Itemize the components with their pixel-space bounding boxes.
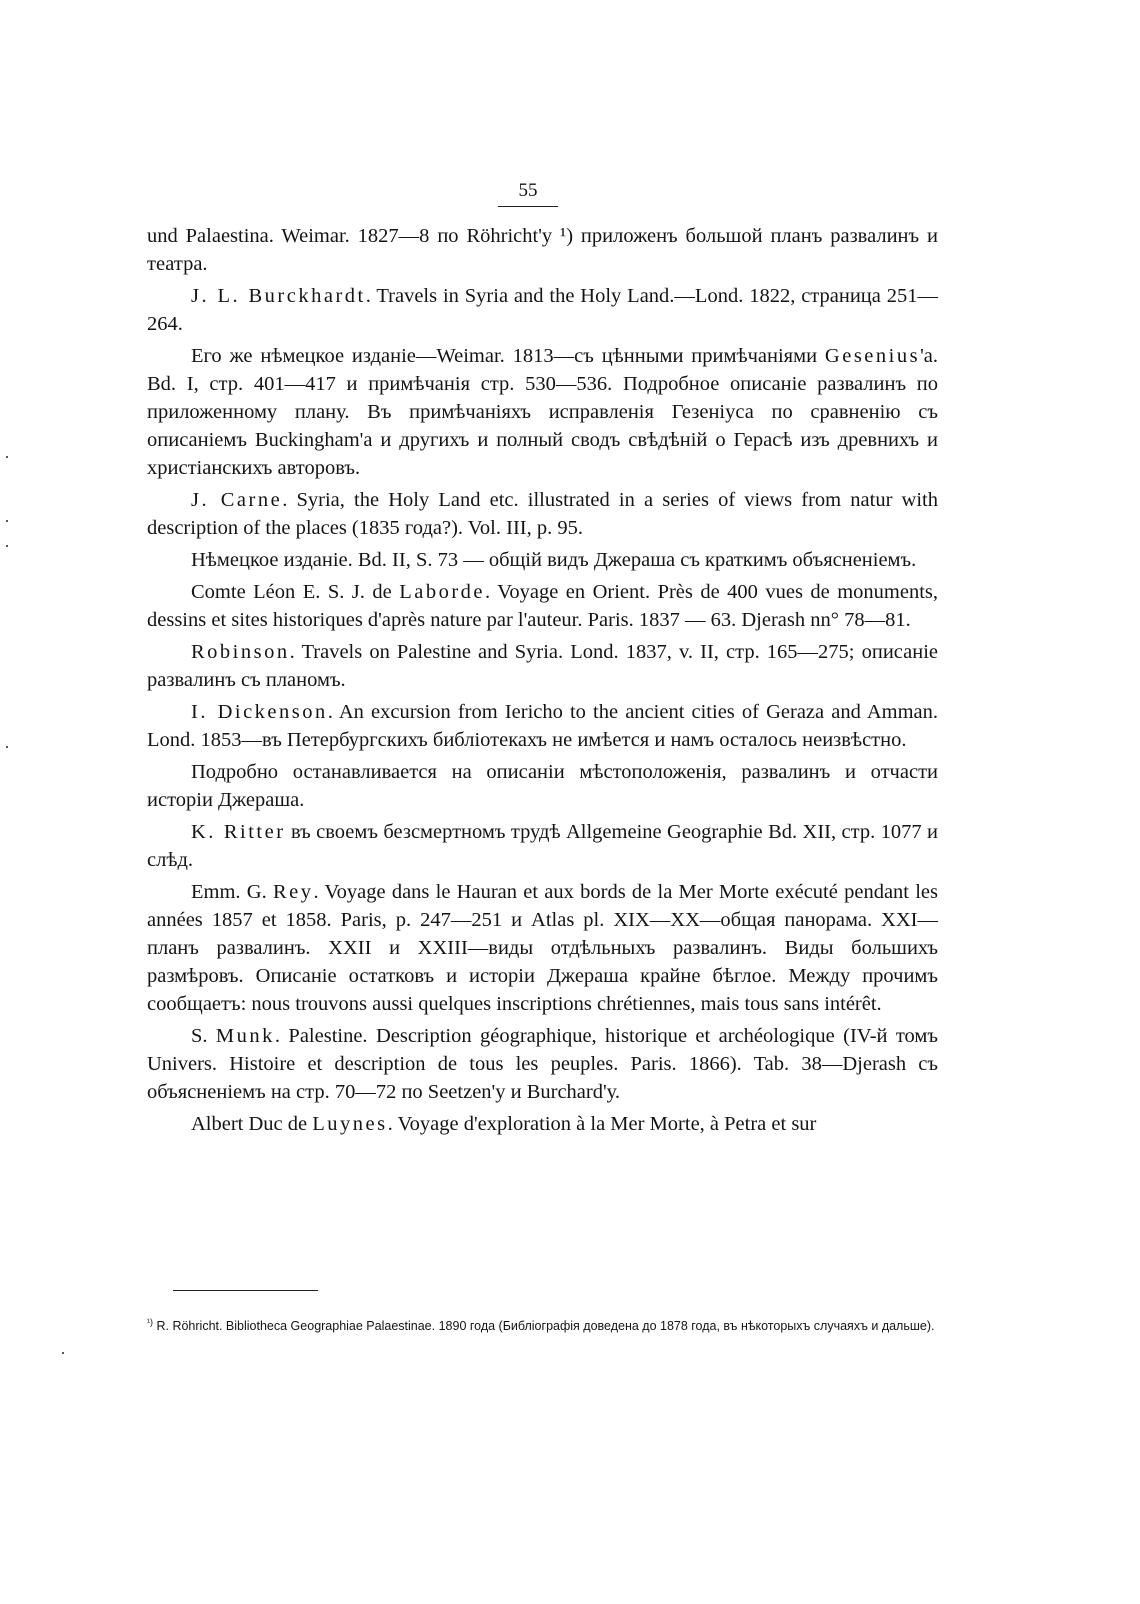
author-name: Munk (215, 1025, 275, 1047)
footnote-mark: ¹) (147, 1317, 153, 1327)
entry-text: . An excursion from Ierіcho to the ancient cities of Geraza and Amman. Lond. 1853—въ Петербургскихъ библіотекахъ не имѣется и намъ осталось неизвѣстно. (147, 701, 938, 751)
entry-text: Comte Léon E. S. J. de (191, 581, 400, 603)
entry-text: . Voyage en Orient. Près de 400 vues de monuments, dessins et sites historiques d'après nature par l'auteur. Paris. 1837 — 63. Djerash nn° 78—81. (147, 581, 938, 631)
entry-text: Его же нѣмецкое изданіе—Weimar. 1813—съ цѣнными примѣчаніями (191, 345, 825, 367)
entry-text: . Syria, the Holy Land etc. illustrated in a series of views from natur with description of the places (1835 года?). Vol. III, p. 95. (147, 489, 938, 539)
scan-speck (6, 456, 8, 458)
entry-burckhardt (147, 282, 938, 338)
entry-ritter (147, 818, 938, 874)
entry-rey (147, 878, 938, 1018)
entry-dickenson-note (147, 758, 938, 814)
entry-luynes (147, 1110, 938, 1138)
scan-speck (6, 520, 8, 522)
author-name: Rey (272, 881, 314, 903)
entry-german-edition-carne (147, 546, 938, 574)
entry-text: S. (191, 1025, 216, 1047)
author-name: J. L. Burckhardt (191, 285, 366, 307)
scan-speck (62, 1352, 64, 1354)
entry-german-edition-gesenius (147, 342, 938, 482)
author-name: Robinson (191, 641, 290, 663)
page-number-rule (498, 206, 558, 207)
footnote-reference: ¹) (560, 225, 574, 247)
entry-text: Нѣмецкое изданіе. Bd. II, S. 73 — общій видъ Джераша съ краткимъ объясненіемъ. (191, 549, 917, 571)
entry-dickenson (147, 698, 938, 754)
entry-text: . Voyage dans le Hauran et aux bords de la Mer Morte exécuté pendant les années 1857 et 1858. Paris, p. 247—251 и Atlas pl. XIX—XX—общая панорама. XXI—планъ развалинъ. XXII и XXIII—виды отдѣльныхъ развалинъ. Виды большихъ размѣровъ. Описаніе остатковъ и исторіи Джераша крайне бѣглое. Между прочимъ сообщаетъ: nous trouvons aussi quelques inscriptions chrétiennes, mais tous sans intérêt. (147, 881, 938, 1015)
author-name: Gesenius (824, 345, 921, 367)
entry-text: Emm. G. (191, 881, 273, 903)
entry-robinson (147, 638, 938, 694)
entry-carne (147, 486, 938, 542)
entry-text: 'a. Bd. I, стр. 401—417 и примѣчанія стр. 530—536. Подробное описаніе развалинъ по приложенному плану. Въ примѣчаніяхъ исправленія Гезеніуса по сравненію съ описаніемъ Buckingham'a и другихъ и полный сводъ свѣдѣній о Герасѣ изъ древнихъ и христіанскихъ авторовъ. (147, 345, 938, 479)
entry-text: приложенъ большой планъ развалинъ и театра. (147, 225, 939, 275)
entry-munk (147, 1022, 938, 1106)
entry-palaestina-weimar (147, 222, 938, 278)
entry-text: . Travels in Syria and the Holy Land.—Lond. 1822, страница 251—264. (147, 285, 938, 335)
entry-text: . Palestine. Description géographique, historique et archéologique (IV-й томъ Univers. Histoire et description de tous les peuples. Paris. 1866). Tab. 38—Djerash съ объясненіемъ на стр. 70—72 по Seetzen'у и Burchard'у. (147, 1025, 938, 1103)
entry-text: . Voyage d'exploration à la Mer Morte, à Petra et sur (387, 1113, 817, 1135)
page-number: 55 (518, 180, 538, 201)
bibliography-body (147, 222, 938, 1142)
entry-text: Подробно останавливается на описаніи мѣстоположенія, развалинъ и отчасти исторіи Джераша. (147, 761, 938, 811)
footnote (147, 1312, 938, 1336)
scan-speck (6, 746, 8, 748)
entry-text: und Palaestina. Weimar. 1827—8 по Röhricht'у (147, 225, 561, 247)
author-name: J. Carne (191, 489, 283, 511)
entry-laborde (147, 578, 938, 634)
scan-speck (6, 545, 8, 547)
author-name: K. Ritter (191, 821, 286, 843)
author-name: I. Dickenson (191, 701, 328, 723)
footnote-text (147, 1312, 938, 1336)
entry-text: въ своемъ безсмертномъ трудѣ Allgemeine Geographie Bd. XII, стр. 1077 и слѣд. (147, 821, 938, 871)
author-name: Laborde (399, 581, 485, 603)
footnote-separator (173, 1290, 318, 1291)
entry-text: Albert Duc de (191, 1113, 313, 1135)
footnote-body: R. Röhricht. Bibliotheca Geographiae Palaestinae. 1890 года (Библіографія доведена до 1878 года, въ нѣкоторыхъ случаяхъ и дальше). (153, 1319, 935, 1334)
entry-text: . Travels on Palestine and Syria. Lond. 1837, v. II, стр. 165—275; описаніе развалинъ съ планомъ. (147, 641, 938, 691)
author-name: Luynes (312, 1113, 388, 1135)
